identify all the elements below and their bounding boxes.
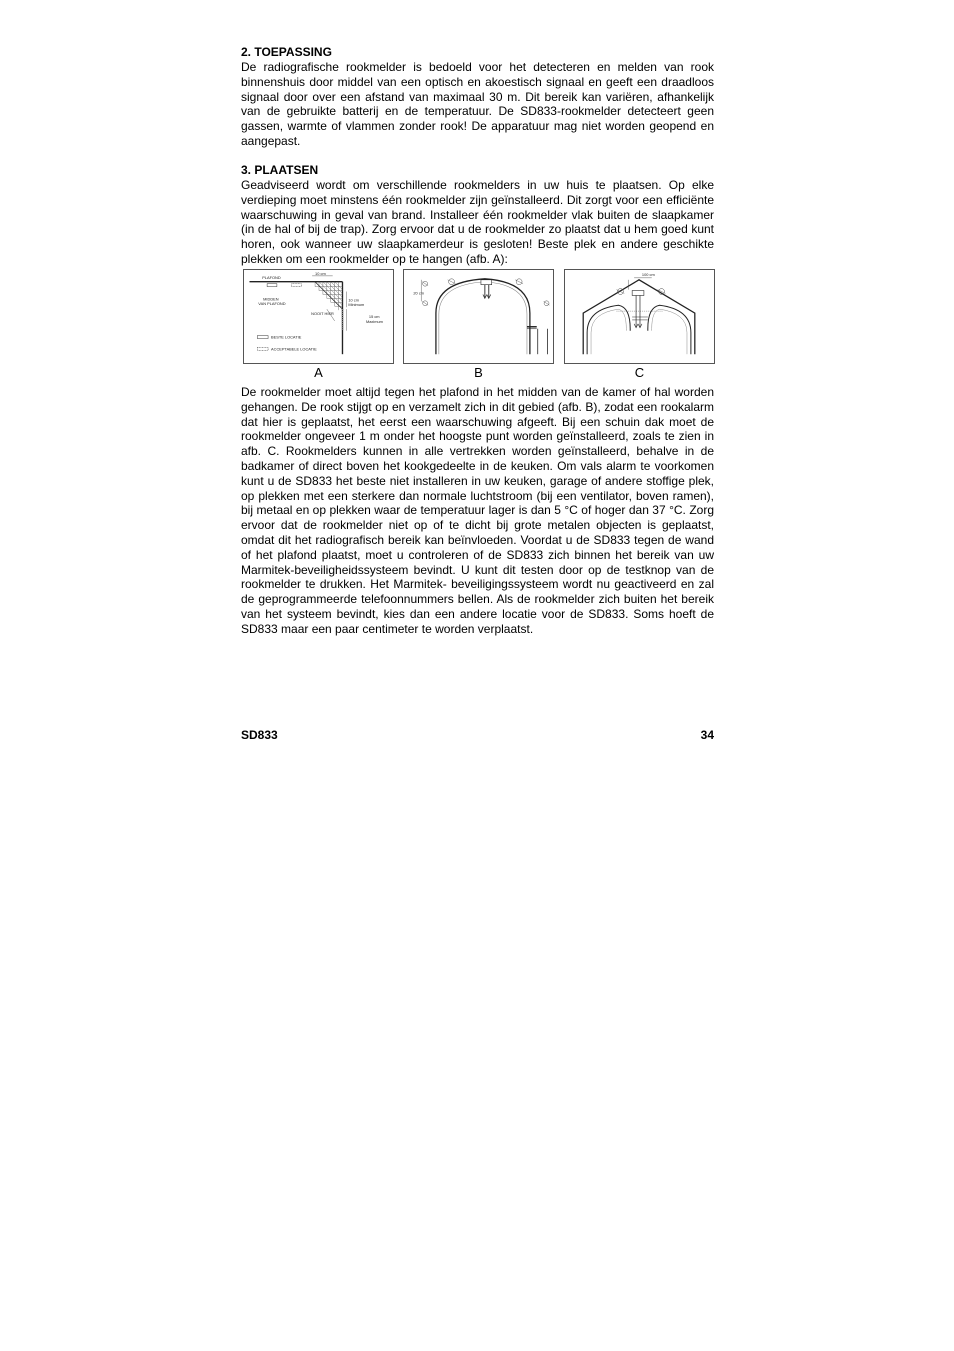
- figure-c-label: C: [634, 365, 645, 380]
- figure-c-drawing: [565, 270, 714, 363]
- figure-b-label: B: [474, 365, 483, 380]
- section-paragraph: Geadviseerd wordt om verschillende rookmelders in uw huis te plaatsen. Op elke verdieping moet minstens één rookmelder zijn geïnstalleerd. Dit zorgt voor een efficiënte waarschuwing in geval van brand. Installeer één rookmelder vlak buiten de slaapkamer (in de hal of bij de trap). Zorg ervoor dat u de rookmelder zo plaatst dat u hem goed kunt horen, ook wanneer uw slaapkamerdeur is gesloten! Beste plek en andere geschikte plekken om een rookmelder op te hangen (afb. A):: [241, 178, 714, 266]
- placement-text: [241, 385, 714, 637]
- section-paragraph: De radiografische rookmelder is bedoeld voor het detecteren en melden van rook binnenshuis door middel van een optisch en akoestisch signaal en geeft een draadloos signaal door over een afstand van maximaal 30 m. Dit bereik kan variëren, afhankelijk van de gebruikte batterij en de temperatuur. De SD833-rookmelder detecteert geen gassen, warmte of vlammen zonder rook! De apparatuur mag niet worden geopend en aangepast.: [241, 60, 714, 148]
- label-maximum: Maximum: [365, 318, 383, 324]
- label-nooit-hier: NOOIT HIER: [311, 311, 334, 317]
- legend-beste-locatie: BESTE LOCATIE: [271, 334, 302, 340]
- figure-a-label: A: [314, 365, 323, 380]
- label-midden-plafond: VAN PLAFOND: [258, 301, 286, 307]
- label-midden: MIDDEN: [263, 296, 279, 302]
- section-heading: 2. TOEPASSING: [241, 45, 332, 59]
- label-plafond: PLAFOND: [262, 274, 281, 280]
- section-plaatsen: [241, 163, 714, 267]
- label-minimum: Minimum: [348, 302, 365, 308]
- figure-b: [403, 269, 554, 364]
- legend-acceptabele-locatie: ACCEPTABELE LOCATIE: [271, 346, 317, 352]
- page-number: 34: [700, 728, 714, 742]
- section-toepassing: [241, 45, 714, 149]
- figure-b-dimension: 20 cm: [413, 290, 425, 296]
- label-min-value: 10 cm: [348, 297, 359, 303]
- figure-a: [243, 269, 394, 364]
- figure-c: [564, 269, 715, 364]
- figure-row: [241, 269, 715, 381]
- figure-b-drawing: [404, 270, 553, 363]
- page-footer: [241, 728, 714, 744]
- footer-model: SD833: [241, 728, 278, 742]
- section-paragraph: De rookmelder moet altijd tegen het plafond in het midden van de kamer of hal worden gehangen. De rook stijgt op en verzamelt zich in dit gebied (afb. B), zodat een rookalarm dat hier is geplaatst, het eerst een waarschuwing afgeeft. Bij een schuin dak moet de rookmelder ongeveer 1 m onder het hoogste punt worden geïnstalleerd, zoals te zien in afb. C. Rookmelders kunnen in alle vertrekken worden geïnstalleerd, behalve in de badkamer of direct boven het kookgedeelte in de keuken. Om vals alarm te voorkomen kunt u de SD833 het beste niet installeren in uw keuken, garage of andere stoffige plek, op plekken met een sterkere dan normale luchtstroom (bij een ventilator, boven ramen), bij metaal en op plekken waar de temperatuur lager is dan 5 °C of hoger dan 37 °C. Zorg ervoor dat de rookmelder niet op of te dicht bij grote metalen objecten is geplaatst, omdat dit het radiografisch bereik kan beïnvloeden. Voordat u de SD833 tegen de wand of het plafond plaatst, moet u controleren of de SD833 zich binnen het bereik van uw Marmitek-beveiligheidssysteem bevindt. U kunt dit testen door op de testknop van de rookmelder te drukken. Het Marmitek- beveiligingssysteem wordt nu geactiveerd en zal de geprogrammeerde telefoonnummers bellen. Als de rookmelder zich buiten het bereik van het systeem bevindt, kies dan een andere locatie voor de SD833. Soms hoeft de SD833 maar een paar centimeter te worden verplaatst.: [241, 385, 714, 636]
- label-dim-top: 10 cm: [315, 270, 326, 276]
- figure-a-drawing: [244, 270, 393, 363]
- section-heading: 3. PLAATSEN: [241, 163, 319, 177]
- figure-c-dimension: 100 cm: [641, 271, 655, 277]
- label-max-value: 15 cm: [368, 313, 380, 319]
